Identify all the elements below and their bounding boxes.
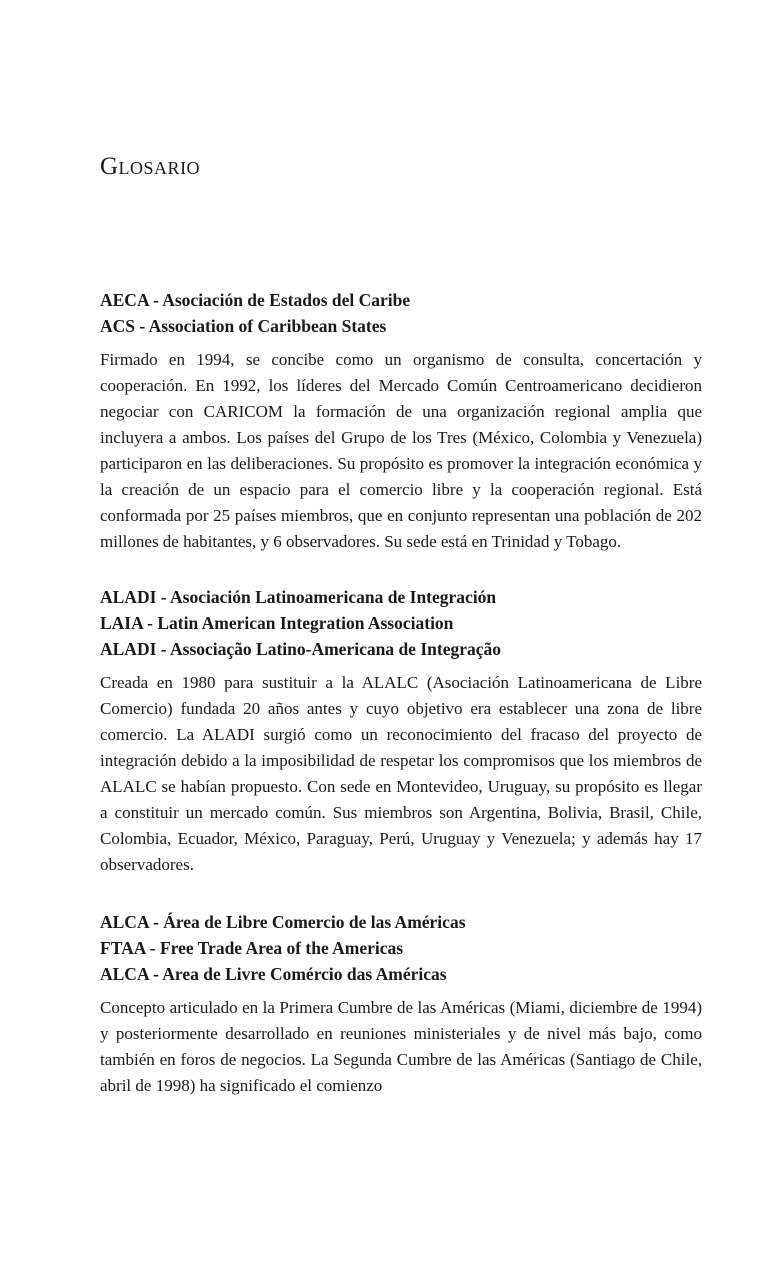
entry-heading: ALADI - Associação Latino-Americana de Integração bbox=[100, 639, 501, 659]
entry-heading: LAIA - Latin American Integration Association bbox=[100, 613, 454, 633]
entry-headings bbox=[100, 584, 702, 662]
entry-body: Creada en 1980 para sustituir a la ALALC (Asociación Latinoamericana de Libre Comercio) fundada 20 años antes y cuyo objetivo era establecer una zona de libre comercio. La ALADI surgió como un reconocimiento del fracaso del proyecto de integración debido a la imposibilidad de respetar los compromisos que los miembros de ALALC se habían propuesto. Con sede en Montevideo, Uruguay, su propósito es llegar a constituir un mercado común. Sus miembros son Argentina, Bolivia, Brasil, Chile, Colombia, Ecuador, México, Paraguay, Perú, Uruguay y Venezuela; y además hay 17 observadores. bbox=[100, 673, 702, 874]
glossary-entry-aladi bbox=[100, 584, 702, 878]
entry-heading: ALADI - Asociación Latinoamericana de Integración bbox=[100, 587, 497, 607]
entry-body: Firmado en 1994, se concibe como un organismo de consulta, concertación y cooperación. En 1992, los líderes del Mercado Común Centroamericano decidieron negociar con CARICOM la formación de una organización regional amplia que incluyera a ambos. Los países del Grupo de los Tres (México, Colombia y Venezuela) participaron en las deliberaciones. Su propósito es promover la integración económica y la creación de un espacio para el comercio libre y la cooperación regional. Está conformada por 25 países miembros, que en conjunto representan una población de 202 millones de habitantes, y 6 observadores. Su sede está en Trinidad y Tobago. bbox=[100, 350, 702, 551]
entry-heading: FTAA - Free Trade Area of the Americas bbox=[100, 938, 404, 958]
entry-heading: ACS - Association of Caribbean States bbox=[100, 316, 387, 336]
entry-heading: ALCA - Área de Libre Comercio de las Américas bbox=[100, 912, 466, 932]
entry-headings bbox=[100, 287, 702, 339]
entry-body: Concepto articulado en la Primera Cumbre de las Américas (Miami, diciembre de 1994) y posteriormente desarrollado en reuniones ministeriales y de nivel más bajo, como también en foros de negocios. La Segunda Cumbre de las Américas (Santiago de Chile, abril de 1998) ha significado el comienzo bbox=[100, 998, 702, 1095]
glossary-entries bbox=[100, 287, 702, 1128]
glossary-entry-aeca bbox=[100, 287, 702, 555]
page-title: Glosario bbox=[100, 153, 201, 180]
entry-headings bbox=[100, 909, 702, 987]
glossary-entry-alca bbox=[100, 909, 702, 1099]
entry-heading: AECA - Asociación de Estados del Caribe bbox=[100, 290, 411, 310]
entry-heading: ALCA - Area de Livre Comércio das Américas bbox=[100, 964, 447, 984]
